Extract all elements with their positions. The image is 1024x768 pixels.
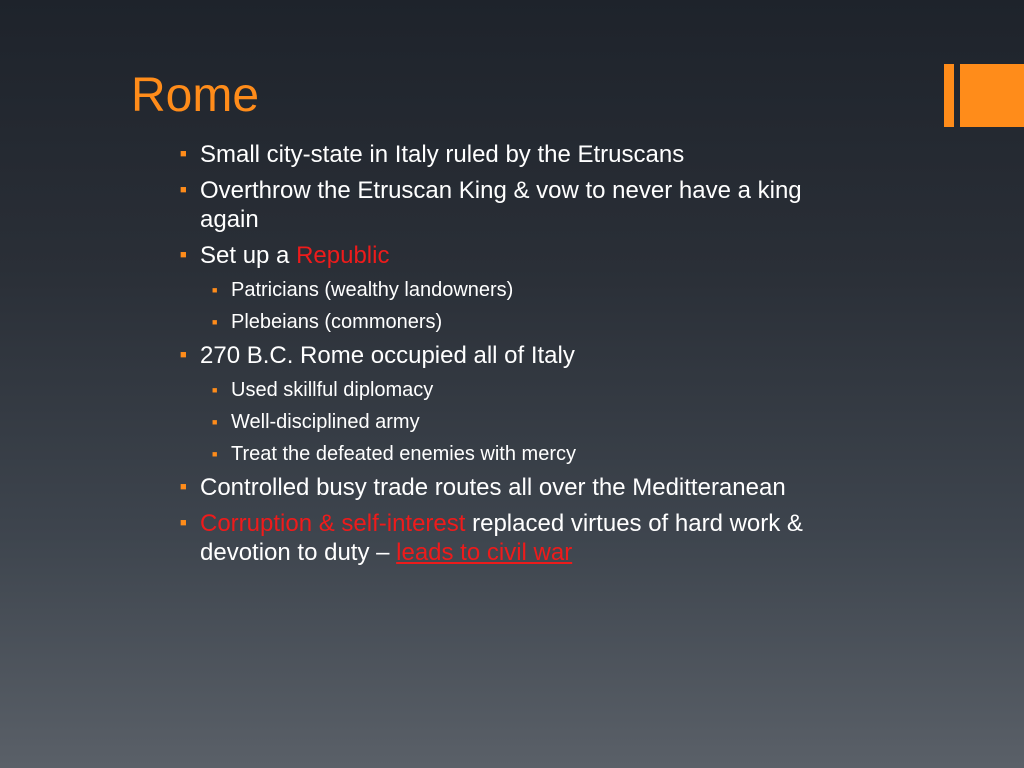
bullet-text: Set up a (200, 242, 297, 269)
square-bullet-icon: ■ (212, 285, 218, 295)
square-bullet-icon: ■ (212, 385, 218, 395)
accent-bar-thick (960, 64, 1024, 127)
bullet-item (180, 241, 830, 270)
slide-title: Rome (131, 69, 260, 122)
sub-bullet-item (180, 310, 830, 334)
bullet-highlight-republic: Republic (296, 242, 390, 269)
accent-bar-thin (944, 64, 954, 127)
bullet-text: Small city-state in Italy ruled by the Etruscans (200, 141, 685, 168)
bullet-text: Controlled busy trade routes all over the Meditteranean (200, 474, 786, 501)
sub-bullet-text: Patricians (wealthy landowners) (231, 279, 514, 301)
square-bullet-icon: ■ (180, 148, 187, 160)
square-bullet-icon: ■ (212, 449, 218, 459)
square-bullet-icon: ■ (180, 517, 187, 529)
sub-bullet-text: Used skillful diplomacy (231, 379, 434, 401)
bullet-item (180, 140, 830, 169)
bullet-item (180, 176, 830, 234)
bullet-highlight-corruption: Corruption & self-interest (200, 510, 466, 537)
square-bullet-icon: ■ (180, 184, 187, 196)
sub-bullet-item (180, 442, 830, 466)
bullet-list (180, 140, 830, 567)
sub-bullet-text: Treat the defeated enemies with mercy (231, 443, 576, 465)
square-bullet-icon: ■ (212, 417, 218, 427)
square-bullet-icon: ■ (212, 317, 218, 327)
square-bullet-icon: ■ (180, 481, 187, 493)
theme-accent-bars (944, 64, 1024, 127)
bullet-item (180, 473, 830, 502)
square-bullet-icon: ■ (180, 349, 187, 361)
bullet-text: 270 B.C. Rome occupied all of Italy (200, 342, 575, 369)
sub-bullet-item (180, 278, 830, 302)
sub-bullet-item (180, 410, 830, 434)
sub-bullet-item (180, 378, 830, 402)
bullet-item (180, 509, 830, 567)
bullet-text: replaced virtues of hard work & devotion to duty – (200, 510, 803, 566)
bullet-text: Overthrow the Etruscan King & vow to never have a king again (200, 177, 802, 233)
sub-bullet-text: Plebeians (commoners) (231, 311, 443, 333)
square-bullet-icon: ■ (180, 249, 187, 261)
bullet-item (180, 341, 830, 370)
civil-war-link[interactable]: leads to civil war (396, 539, 573, 566)
sub-bullet-text: Well-disciplined army (231, 411, 420, 433)
